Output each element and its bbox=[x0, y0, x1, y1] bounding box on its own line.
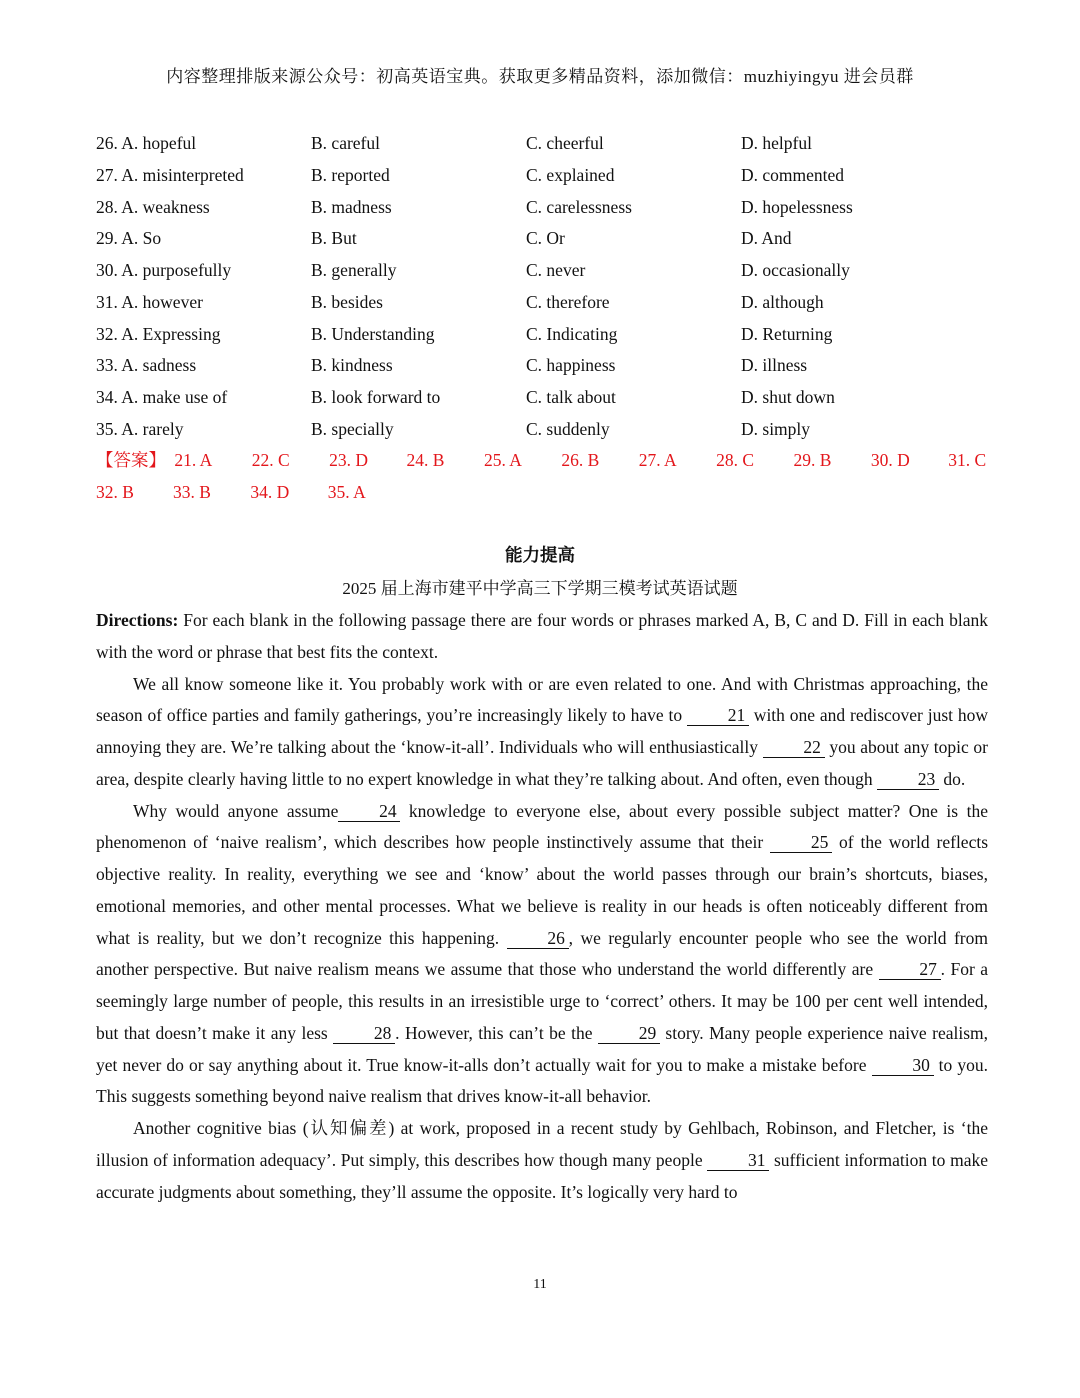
option-cell: 28. A. weakness bbox=[96, 196, 210, 217]
option-cell: D. And bbox=[741, 228, 792, 249]
answer-item: 32. B bbox=[96, 481, 134, 502]
answer-key bbox=[96, 445, 996, 509]
passage-text: do. bbox=[938, 768, 966, 789]
passage-text: with one and rediscover just how annoying they are. We’re talking about the ‘know-it-all’. Individuals who will enthusiastically bbox=[96, 705, 988, 757]
option-cell: B. specially bbox=[311, 418, 394, 439]
answer-item: 26. B bbox=[561, 450, 600, 470]
blank-31: 31 bbox=[707, 1150, 769, 1171]
passage-text: We all know someone like it. You probably work with or are even related to one. And with Christmas approaching, the season of office parties and family gatherings, you’re increasingly likely to have to bbox=[96, 673, 988, 726]
option-cell: C. explained bbox=[526, 164, 615, 185]
passage-text: Another cognitive bias (认知偏差) at work, proposed in a recent study by Gehlbach, Robinson, and Fletcher, is ‘the illusion of information adequacy’. Put simply, this describes how though many people bbox=[96, 1118, 988, 1170]
answer-item: 35. A bbox=[327, 481, 366, 502]
option-cell: D. illness bbox=[741, 355, 808, 376]
passage-paragraph bbox=[96, 796, 988, 1114]
section-title: 能力提高 bbox=[505, 545, 575, 565]
answer-row bbox=[96, 445, 996, 477]
blank-21: 21 bbox=[687, 705, 749, 726]
option-cell: D. simply bbox=[741, 418, 811, 439]
blank-25: 25 bbox=[770, 832, 832, 853]
passage-text: of the world reflects objective reality. In reality, everything we see and ‘know’ about the world passes through our brain’s shortcuts, biases, emotional memories, and other mental processes. What we believe is reality in our heads is often noticeably different from what is reality, but we don’t recognize this happening. bbox=[96, 832, 989, 948]
blank-24: 24 bbox=[338, 801, 400, 822]
passage-text: you about any topic or area, despite clearly having little to no expert knowledge in what they’re talking about. And often, even though bbox=[96, 737, 988, 789]
passage-text: to you. This suggests something beyond naive realism that drives know-it-all behavior. bbox=[96, 1054, 988, 1107]
option-cell: D. shut down bbox=[741, 387, 835, 407]
option-row bbox=[96, 319, 996, 351]
option-cell: C. carelessness bbox=[526, 196, 632, 217]
option-cell: C. happiness bbox=[526, 355, 616, 376]
answer-label: 【答案】 bbox=[96, 450, 166, 470]
passage-text: knowledge to everyone else, about every possible subject matter? One is the phenomenon of ‘naive realism’, which describes how people instinctively assume that their bbox=[96, 800, 988, 853]
option-row bbox=[96, 223, 996, 255]
answer-item: 22. C bbox=[251, 450, 290, 470]
option-row bbox=[96, 287, 996, 319]
passage-text: Why would anyone assume bbox=[133, 800, 339, 821]
passage-paragraph bbox=[96, 1113, 988, 1208]
option-cell: D. Returning bbox=[741, 323, 833, 344]
answer-item: 29. B bbox=[793, 450, 832, 470]
option-cell: D. occasionally bbox=[741, 260, 850, 280]
answer-item: 27. A bbox=[638, 450, 677, 470]
option-cell: B. generally bbox=[311, 260, 397, 280]
blank-29: 29 bbox=[598, 1023, 660, 1044]
blank-26: 26 bbox=[507, 928, 569, 949]
option-cell: B. careful bbox=[311, 133, 380, 153]
option-cell: C. talk about bbox=[526, 387, 616, 407]
option-cell: C. therefore bbox=[526, 291, 610, 312]
blank-22: 22 bbox=[763, 737, 825, 758]
directions-paragraph bbox=[96, 605, 988, 669]
option-cell: 35. A. rarely bbox=[96, 418, 184, 439]
blank-30: 30 bbox=[872, 1055, 934, 1076]
option-cell: 30. A. purposefully bbox=[96, 260, 232, 280]
answer-item: 21. A bbox=[174, 450, 213, 470]
option-cell: B. look forward to bbox=[311, 387, 441, 407]
option-cell: D. hopelessness bbox=[741, 196, 853, 217]
passage-text: . However, this can’t be the bbox=[395, 1022, 598, 1043]
option-cell: B. besides bbox=[311, 291, 383, 312]
option-cell: D. helpful bbox=[741, 133, 812, 153]
option-cell: 29. A. So bbox=[96, 228, 162, 249]
option-row bbox=[96, 382, 996, 414]
directions-text: For each blank in the following passage there are four words or phrases marked A, B, C and D. Fill in each blank with the word or phrase that best fits the context. bbox=[96, 610, 988, 662]
passage bbox=[96, 605, 988, 1208]
option-cell: C. Or bbox=[526, 228, 565, 249]
option-row bbox=[96, 350, 996, 382]
option-row bbox=[96, 255, 996, 287]
option-cell: B. kindness bbox=[311, 355, 393, 376]
passage-text: , we regularly encounter people who see the world from another perspective. But naive realism means we assume that those who understand the world differently are bbox=[96, 927, 988, 980]
page-header: 内容整理排版来源公众号：初高英语宝典。获取更多精品资料，添加微信：muzhiyingyu 进会员群 bbox=[166, 67, 914, 86]
option-cell: 26. A. hopeful bbox=[96, 133, 197, 153]
page-number: 11 bbox=[533, 1277, 547, 1292]
answer-item: 28. C bbox=[716, 450, 755, 470]
answer-item: 23. D bbox=[329, 450, 369, 470]
option-cell: D. commented bbox=[741, 164, 845, 185]
blank-28: 28 bbox=[333, 1023, 395, 1044]
option-cell: C. Indicating bbox=[526, 323, 618, 344]
option-row bbox=[96, 160, 996, 192]
option-cell: 27. A. misinterpreted bbox=[96, 164, 244, 185]
options-table bbox=[96, 128, 996, 446]
answer-item: 30. D bbox=[870, 450, 910, 470]
option-cell: B. Understanding bbox=[311, 323, 435, 344]
option-row bbox=[96, 128, 996, 160]
option-cell: 31. A. however bbox=[96, 291, 203, 312]
passage-text: sufficient information to make accurate judgments about something, they’ll assume the opposite. It’s logically very hard to bbox=[96, 1149, 988, 1202]
option-cell: 33. A. sadness bbox=[96, 355, 197, 376]
passage-paragraph bbox=[96, 669, 988, 796]
blank-23: 23 bbox=[877, 769, 939, 790]
answer-item: 31. C bbox=[948, 450, 987, 470]
directions-label: Directions: bbox=[96, 610, 179, 630]
option-cell: D. although bbox=[741, 291, 824, 312]
option-cell: B. But bbox=[311, 228, 357, 249]
exam-title: 2025 届上海市建平中学高三下学期三模考试英语试题 bbox=[342, 579, 738, 598]
option-cell: C. never bbox=[526, 260, 586, 280]
option-row bbox=[96, 414, 996, 446]
option-cell: B. madness bbox=[311, 196, 392, 217]
option-cell: C. suddenly bbox=[526, 418, 610, 439]
answer-item: 33. B bbox=[173, 481, 211, 502]
answer-item: 25. A bbox=[483, 450, 522, 470]
option-cell: B. reported bbox=[311, 164, 390, 185]
answer-row bbox=[96, 477, 996, 509]
option-cell: C. cheerful bbox=[526, 133, 604, 153]
option-cell: 32. A. Expressing bbox=[96, 323, 221, 344]
answer-item: 34. D bbox=[250, 481, 290, 502]
option-cell: 34. A. make use of bbox=[96, 387, 228, 407]
passage-text: story. Many people experience naive realism, yet never do or say anything about it. True know-it-alls don’t actually wait for you to make a mistake before bbox=[96, 1022, 988, 1075]
blank-27: 27 bbox=[879, 959, 941, 980]
answer-item: 24. B bbox=[406, 450, 445, 470]
passage-text: . For a seemingly large number of people, this results in an irresistible urge to ‘correct’ others. It may be 100 per cent well intended, but that doesn’t make it any less bbox=[96, 959, 989, 1043]
option-row bbox=[96, 192, 996, 224]
